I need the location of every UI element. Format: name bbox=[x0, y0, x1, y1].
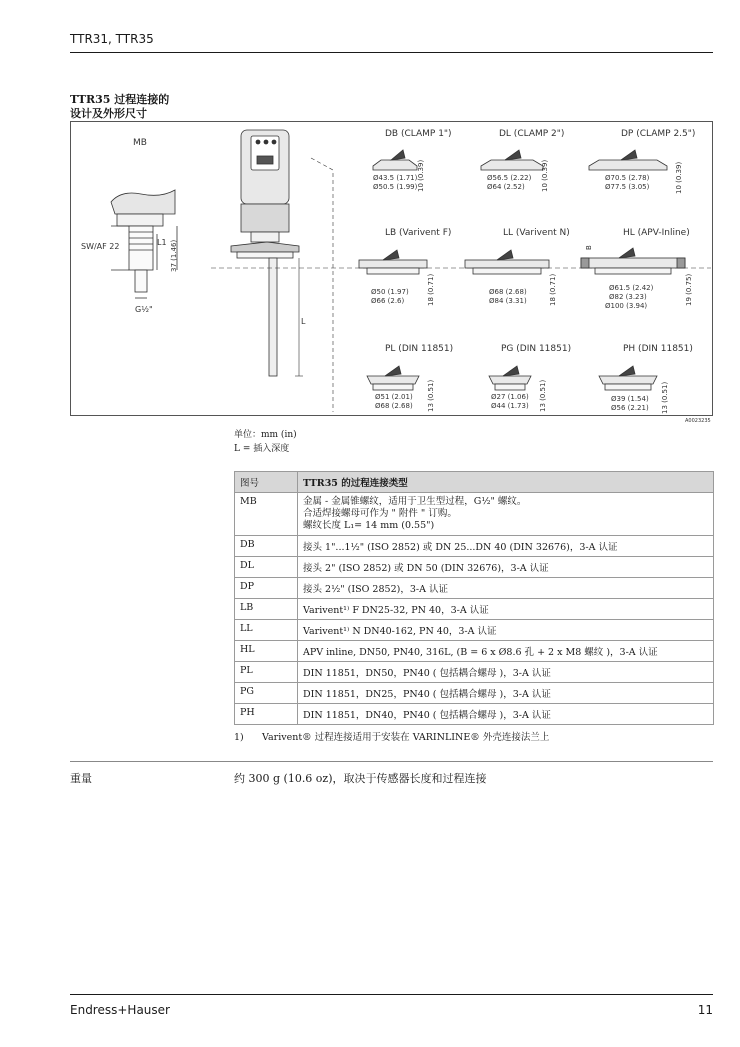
table-row bbox=[235, 620, 714, 641]
variant-db-title: DB (CLAMP 1") bbox=[385, 129, 452, 139]
variant-ll-inner-diameter: Ø68 (2.68) bbox=[489, 288, 527, 296]
column-header-description: TTR35 的过程连接类型 bbox=[298, 472, 714, 493]
variant-dl-inner-diameter: Ø56.5 (2.22) bbox=[487, 174, 532, 182]
page-header: TTR31, TTR35 bbox=[70, 32, 154, 46]
variant-lb-height: 18 (0.71) bbox=[427, 273, 435, 306]
variant-hl-outer-diameter: Ø100 (3.94) bbox=[605, 302, 648, 310]
swaf-label: SW/AF 22 bbox=[81, 242, 120, 251]
variant-db-height: 10 (0.39) bbox=[417, 159, 425, 192]
variant-db-drawing bbox=[373, 150, 417, 170]
variant-dp-title: DP (CLAMP 2.5") bbox=[621, 129, 696, 139]
variant-lb-drawing bbox=[359, 250, 427, 274]
variant-hl-mid-diameter: Ø82 (3.23) bbox=[609, 293, 647, 301]
variant-dp-inner-diameter: Ø70.5 (2.78) bbox=[605, 174, 650, 182]
table-row bbox=[235, 557, 714, 578]
table-row bbox=[235, 599, 714, 620]
variant-dp-outer-diameter: Ø77.5 (3.05) bbox=[605, 183, 650, 191]
thread-label: G½" bbox=[135, 305, 153, 314]
figure-title-line-2: 设计及外形尺寸 bbox=[70, 107, 147, 120]
variant-ll-drawing bbox=[465, 250, 549, 274]
figure-title-line-1: TTR35 过程连接的 bbox=[70, 93, 170, 106]
variant-dl-outer-diameter: Ø64 (2.52) bbox=[487, 183, 525, 191]
table-row bbox=[235, 683, 714, 704]
variant-pg-title: PG (DIN 11851) bbox=[501, 344, 572, 354]
footnote-text: Varivent® 过程连接适用于安装在 VARINLINE® 外壳连接法兰上 bbox=[262, 732, 550, 743]
variant-dp-height: 10 (0.39) bbox=[675, 161, 683, 194]
variant-pg-height: 13 (0.51) bbox=[539, 379, 547, 412]
variant-pl-outer-diameter: Ø68 (2.68) bbox=[375, 402, 413, 410]
variant-dl-drawing bbox=[481, 150, 543, 170]
weight-label: 重量 bbox=[70, 772, 92, 785]
l-definition-note: L = 插入深度 bbox=[234, 444, 290, 454]
variant-db-inner-diameter: Ø43.5 (1.71) bbox=[373, 174, 418, 182]
sensor-device-drawing bbox=[231, 130, 299, 376]
row-description: Varivent¹⁾ F DN25-32, PN 40，3-A 认证 bbox=[298, 599, 714, 620]
row-code: MB bbox=[235, 493, 298, 536]
row-code: PH bbox=[235, 704, 298, 725]
variant-ll-height: 18 (0.71) bbox=[549, 273, 557, 306]
variant-pg-outer-diameter: Ø44 (1.73) bbox=[491, 402, 529, 410]
row-description: 接头 2½" (ISO 2852)，3-A 认证 bbox=[298, 578, 714, 599]
variant-pl-height: 13 (0.51) bbox=[427, 379, 435, 412]
row-description: DIN 11851，DN40，PN40 ( 包括耦合螺母 )，3-A 认证 bbox=[298, 704, 714, 725]
variant-dl-title: DL (CLAMP 2") bbox=[499, 129, 565, 139]
variant-dl-height: 10 (0.39) bbox=[541, 159, 549, 192]
row-description: DIN 11851，DN50，PN40 ( 包括耦合螺母 )，3-A 认证 bbox=[298, 662, 714, 683]
mb-fitting-drawing bbox=[111, 190, 177, 298]
table-row bbox=[235, 578, 714, 599]
weight-value: 约 300 g (10.6 oz)，取决于传感器长度和过程连接 bbox=[234, 772, 487, 785]
variant-ph-title: PH (DIN 11851) bbox=[623, 344, 693, 354]
variant-hl-title: HL (APV-Inline) bbox=[623, 228, 690, 238]
row-code: LL bbox=[235, 620, 298, 641]
unit-note: 单位：mm (in) bbox=[234, 430, 297, 440]
footer-rule bbox=[70, 994, 713, 995]
footnote-number: 1) bbox=[234, 732, 244, 743]
variant-ph-outer-diameter: Ø56 (2.21) bbox=[611, 404, 649, 412]
figure-title bbox=[70, 93, 169, 121]
variant-ph-drawing bbox=[599, 366, 657, 390]
table-row bbox=[235, 493, 714, 536]
figure-ref-code: A0023235 bbox=[685, 418, 711, 424]
variant-pl-drawing bbox=[367, 366, 419, 390]
variant-hl-drawing bbox=[581, 248, 685, 274]
units-note bbox=[234, 428, 297, 456]
variant-ph-inner-diameter: Ø39 (1.54) bbox=[611, 395, 649, 403]
row-code: LB bbox=[235, 599, 298, 620]
column-header-code: 图号 bbox=[235, 472, 298, 493]
variant-dp-drawing bbox=[589, 150, 667, 170]
table-row bbox=[235, 536, 714, 557]
dimension-drawing bbox=[70, 121, 713, 424]
row-code: DL bbox=[235, 557, 298, 578]
page-number: 11 bbox=[697, 1003, 713, 1017]
variant-ll-outer-diameter: Ø84 (3.31) bbox=[489, 297, 527, 305]
row-code: HL bbox=[235, 641, 298, 662]
variant-hl-height: 19 (0.75) bbox=[685, 273, 693, 306]
variant-pl-title: PL (DIN 11851) bbox=[385, 344, 454, 354]
row-description: 接头 1"...1½" (ISO 2852) 或 DN 25...DN 40 (DIN 32676)，3-A 认证 bbox=[298, 536, 714, 557]
variant-pg-inner-diameter: Ø27 (1.06) bbox=[491, 393, 529, 401]
row-description bbox=[298, 493, 714, 536]
variant-lb-outer-diameter: Ø66 (2.6) bbox=[371, 297, 405, 305]
row-description-line: 螺纹长度 L₁= 14 mm (0.55") bbox=[303, 520, 435, 531]
variant-pl-inner-diameter: Ø51 (2.01) bbox=[375, 393, 413, 401]
variant-pg-drawing bbox=[489, 366, 531, 390]
insertion-length-label: L bbox=[301, 317, 306, 326]
section-divider bbox=[70, 761, 713, 762]
table-row bbox=[235, 662, 714, 683]
header-rule bbox=[70, 52, 713, 53]
variant-lb-inner-diameter: Ø50 (1.97) bbox=[371, 288, 409, 296]
row-code: PG bbox=[235, 683, 298, 704]
dimension-drawing-svg bbox=[71, 122, 714, 424]
row-description: DIN 11851，DN25，PN40 ( 包括耦合螺母 )，3-A 认证 bbox=[298, 683, 714, 704]
variant-ph-height: 13 (0.51) bbox=[661, 381, 669, 414]
variant-hl-bolt-label: B bbox=[585, 245, 593, 250]
l1-label: L1 bbox=[157, 238, 167, 247]
row-code: DP bbox=[235, 578, 298, 599]
row-description: 接头 2" (ISO 2852) 或 DN 50 (DIN 32676)，3-A 认证 bbox=[298, 557, 714, 578]
row-description-line: 金属 - 金属锥螺纹，适用于卫生型过程，G½" 螺纹。 bbox=[303, 496, 527, 507]
row-description-line: 合适焊接螺母可作为 " 附件 " 订购。 bbox=[303, 508, 457, 519]
table-row bbox=[235, 641, 714, 662]
row-description: Varivent¹⁾ N DN40-162, PN 40，3-A 认证 bbox=[298, 620, 714, 641]
row-code: DB bbox=[235, 536, 298, 557]
mb-height-dimension: 37 (1.46) bbox=[170, 239, 178, 272]
row-description: APV inline, DN50, PN40, 316L, (B = 6 x Ø8.6 孔 + 2 x M8 螺纹 )，3-A 认证 bbox=[298, 641, 714, 662]
variant-lb-title: LB (Varivent F) bbox=[385, 228, 452, 238]
mb-label: MB bbox=[133, 138, 147, 148]
table-header-row bbox=[235, 472, 714, 493]
variant-ll-title: LL (Varivent N) bbox=[503, 228, 570, 238]
variant-hl-inner-diameter: Ø61.5 (2.42) bbox=[609, 284, 654, 292]
footer-brand: Endress+Hauser bbox=[70, 1003, 170, 1017]
footnote bbox=[234, 729, 549, 743]
table-row bbox=[235, 704, 714, 725]
process-connection-table bbox=[234, 471, 714, 725]
variant-db-outer-diameter: Ø50.5 (1.99) bbox=[373, 183, 418, 191]
row-code: PL bbox=[235, 662, 298, 683]
